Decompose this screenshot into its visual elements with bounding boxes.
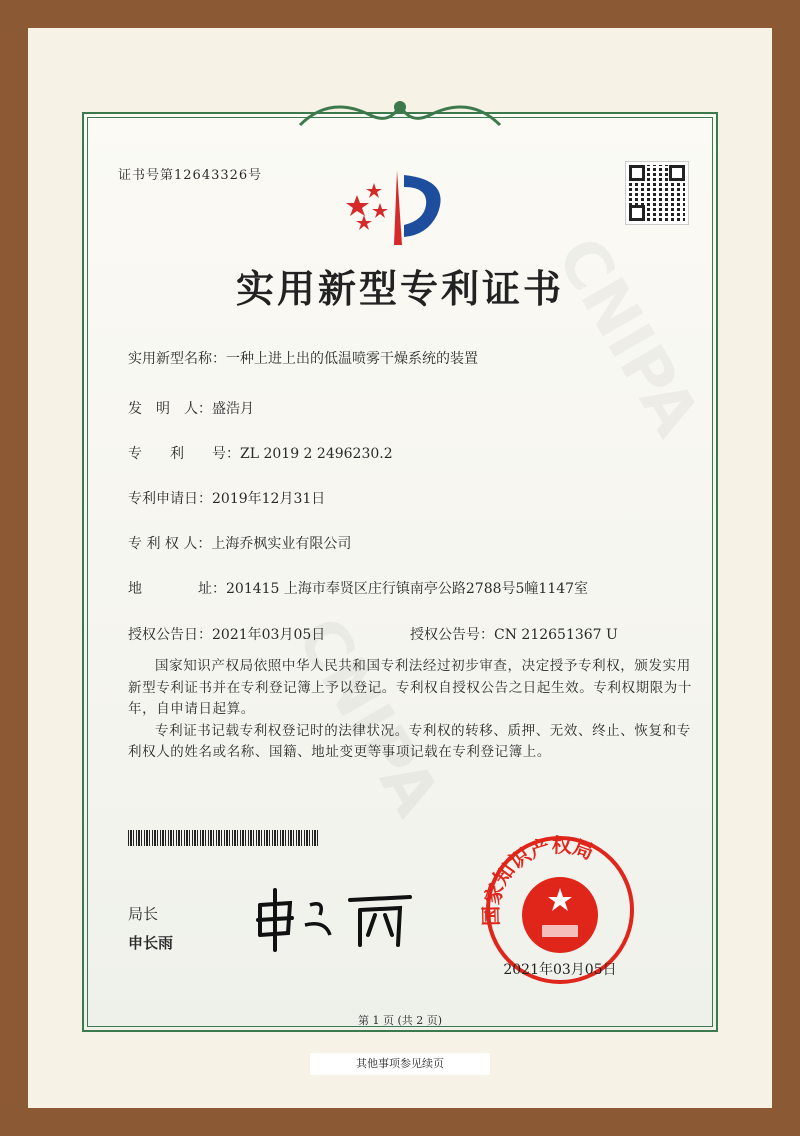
continuation-note: 其他事项参见续页: [310, 1053, 490, 1075]
seal-date: 2021年03月05日: [503, 962, 617, 978]
field-patent-number: 专 利 号：ZL 2019 2 2496230.2: [128, 446, 393, 462]
field-name: 实用新型名称：一种上进上出的低温喷雾干燥系统的装置: [128, 351, 478, 367]
field-patentee: 专 利 权 人：上海乔枫实业有限公司: [128, 536, 352, 552]
certificate-title: 实用新型专利证书: [235, 266, 564, 311]
field-announcement-number: 授权公告号：CN 212651367 U: [410, 627, 618, 643]
official-seal: [470, 820, 650, 990]
field-application-date: 专利申请日：2019年12月31日: [128, 491, 326, 507]
qr-code: [626, 162, 688, 224]
paragraph: 专利证书记载专利权登记时的法律状况。专利权的转移、质押、无效、终止、恢复和专利权人的姓名或名称、国籍、地址变更等事项记载在专利登记簿上。: [128, 722, 691, 760]
paragraph: 国家知识产权局依照中华人民共和国专利法经过初步审查，决定授予专利权，颁发实用新型专利证书并在专利登记簿上予以登记。专利权自授权公告之日起生效。专利权期限为十年，自申请日起算。: [128, 658, 692, 717]
barcode: [128, 830, 320, 846]
signature: [250, 885, 420, 955]
field-grant-date: 授权公告日：2021年03月05日: [128, 627, 326, 643]
signatory-title: 局长: [128, 905, 159, 923]
signatory-name: 申长雨: [128, 934, 174, 952]
page-info: 第 1 页 (共 2 页): [357, 1014, 443, 1027]
legal-text: [128, 656, 693, 764]
field-address: 地 址：201415 上海市奉贤区庄行镇南亭公路2788号5幢1147室: [128, 581, 589, 597]
certificate-number: 证书号第12643326号: [118, 168, 263, 183]
svg-text:国家知识产权局: 国家知识产权局: [478, 833, 597, 927]
field-inventor: 发 明 人：盛浩月: [128, 401, 254, 417]
cnipa-logo: [342, 165, 462, 250]
ornament-top: [290, 95, 510, 135]
